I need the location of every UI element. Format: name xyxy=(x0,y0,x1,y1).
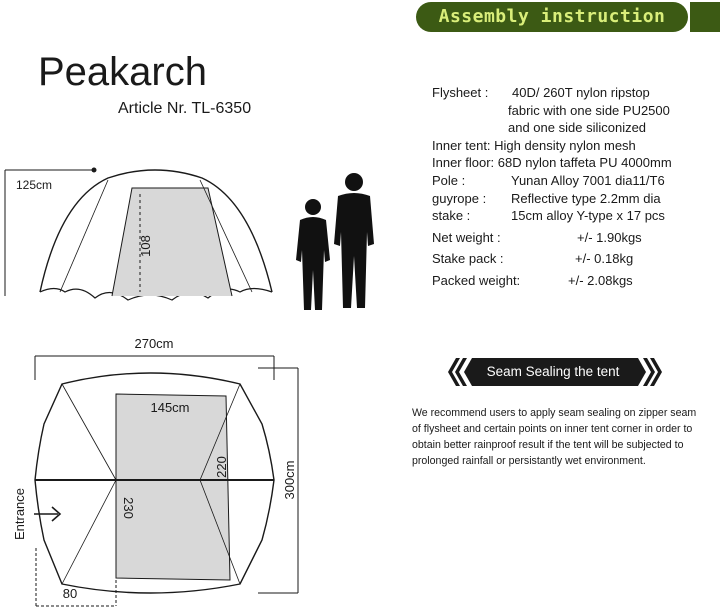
pole-line xyxy=(62,384,116,480)
inner-width-label: 145cm xyxy=(150,400,190,415)
spec-value-cont: fabric with one side PU2500 xyxy=(508,102,670,118)
spec-value: 40D/ 260T nylon ripstop xyxy=(512,85,650,100)
inner-height-label: 108 xyxy=(138,235,153,257)
person-body xyxy=(296,217,330,310)
seam-title: Seam Sealing the tent xyxy=(486,364,620,379)
article-number: Article Nr. TL-6350 xyxy=(118,100,252,117)
spec-value: Yunan Alloy 7001 dia11/T6 xyxy=(511,172,665,188)
inner-tent-floor xyxy=(116,394,230,580)
spec-net-weight xyxy=(432,229,717,247)
vestibule-label: 80 xyxy=(62,586,78,601)
height-label: 125cm xyxy=(16,178,53,192)
seam-line: prolonged rainfall or persistantly wet environment. xyxy=(412,455,646,467)
inner-length-label: 220 xyxy=(214,456,229,478)
spec-list xyxy=(432,84,717,290)
people-silhouette xyxy=(282,170,392,315)
spec-label: Flysheet : xyxy=(432,85,489,100)
person-body xyxy=(334,193,374,308)
spec-value: +/- 1.90kgs xyxy=(577,229,642,245)
entrance-label: Entrance xyxy=(12,487,27,541)
spec-guyrope xyxy=(432,190,717,208)
person-head xyxy=(345,173,363,191)
spec-inner-floor: Inner floor: 68D nylon taffeta PU 4000mm xyxy=(432,155,672,171)
tent-side-view xyxy=(0,160,290,310)
spec-label: Pole : xyxy=(432,172,466,188)
peak-dot xyxy=(92,168,97,173)
person-head xyxy=(305,199,321,215)
spec-stake xyxy=(432,207,717,225)
pole-line-left xyxy=(60,180,108,292)
pole-line xyxy=(62,480,116,584)
page-title: Assembly instruction xyxy=(438,6,666,27)
spec-packed-weight xyxy=(432,272,717,290)
seam-line: obtain better rainproof result if the tent will be subjected to xyxy=(412,439,684,451)
product-name: Peakarch xyxy=(38,50,207,94)
spec-label: Packed weight: xyxy=(432,272,521,288)
inner-length-label-2: 230 xyxy=(121,497,136,519)
spec-value-cont: and one side siliconized xyxy=(508,120,647,136)
spec-label: guyrope : xyxy=(432,190,487,206)
seam-line: of flysheet and certain points on inner tent corner in order to xyxy=(412,423,693,435)
spec-stake-pack xyxy=(432,250,717,268)
spec-value: Reflective type 2.2mm dia xyxy=(511,190,661,206)
spec-value: 15cm alloy Y-type x 17 pcs xyxy=(511,208,665,224)
spec-flysheet xyxy=(432,84,717,102)
spec-inner-tent: Inner tent: High density nylon mesh xyxy=(432,137,636,153)
seam-line: We recommend users to apply seam sealing on zipper seam xyxy=(412,407,697,419)
spec-label: Stake pack : xyxy=(432,251,504,267)
spec-pole xyxy=(432,172,717,190)
header-band-end xyxy=(690,2,720,32)
tent-floor-plan xyxy=(0,330,310,609)
inner-tent-shape xyxy=(112,188,232,296)
seam-paragraph xyxy=(412,405,718,469)
width-label: 270cm xyxy=(134,336,174,351)
spec-label: Net weight : xyxy=(432,229,501,245)
spec-value: +/- 2.08kgs xyxy=(568,272,633,288)
length-label: 300cm xyxy=(282,460,297,500)
spec-label: stake : xyxy=(432,208,471,224)
spec-value: +/- 0.18kg xyxy=(575,251,634,267)
